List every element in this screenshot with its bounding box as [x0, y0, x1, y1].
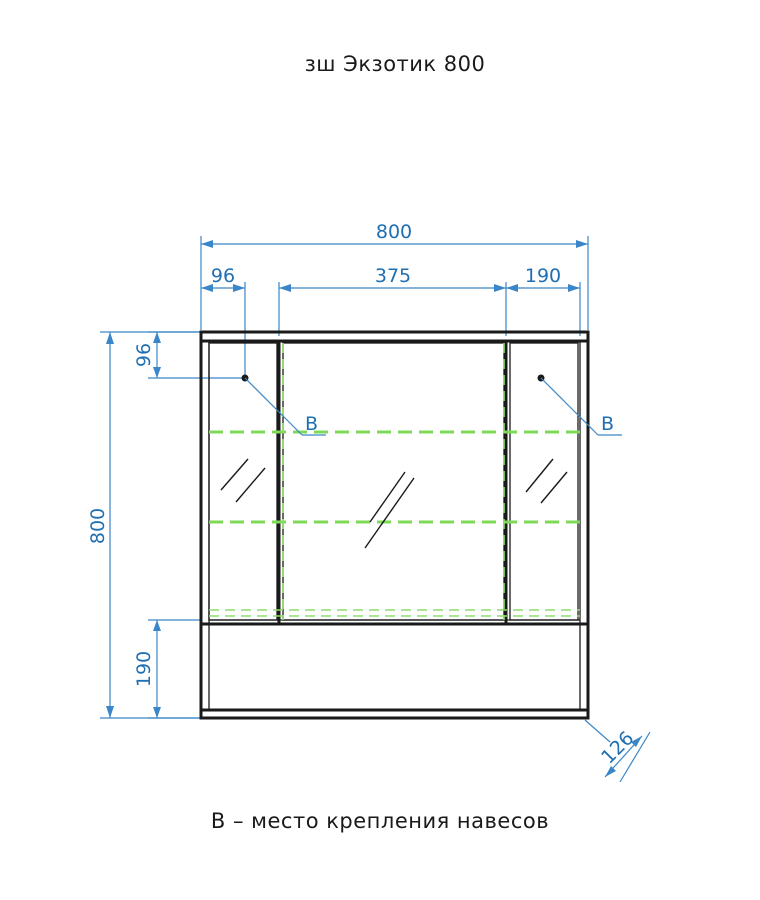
mirror-glare-left [221, 459, 265, 502]
drawing-title: зш Экзотик 800 [304, 52, 486, 76]
dimension-bottom-shelf [133, 620, 201, 718]
dim-label-center-door: 375 [374, 265, 412, 287]
left-door [209, 343, 277, 620]
dimension-depth [585, 720, 650, 782]
center-door [283, 343, 504, 620]
dim-label-right-door: 190 [524, 265, 562, 287]
dimension-door-widths [201, 265, 580, 378]
mirror-glare-right [526, 459, 567, 503]
shelves [209, 343, 580, 620]
dim-label-hanger-offset: 96 [133, 342, 155, 368]
hanger-label-right: В [601, 413, 615, 435]
dim-label-bottom-shelf: 190 [133, 650, 155, 688]
cabinet-doors [209, 341, 578, 624]
cabinet-body [201, 332, 588, 718]
mirror-glare-center [365, 472, 414, 548]
hanger-label-left: В [305, 413, 319, 435]
dim-label-left-door: 96 [210, 265, 236, 287]
right-door [510, 343, 578, 620]
dim-label-overall-height: 800 [87, 507, 109, 545]
dim-label-overall-width: 800 [375, 221, 413, 243]
dimension-hanger-offset [133, 332, 245, 378]
hanger-legend-caption: В – место крепления навесов [210, 809, 550, 833]
dim-label-depth: 126 [597, 727, 639, 769]
